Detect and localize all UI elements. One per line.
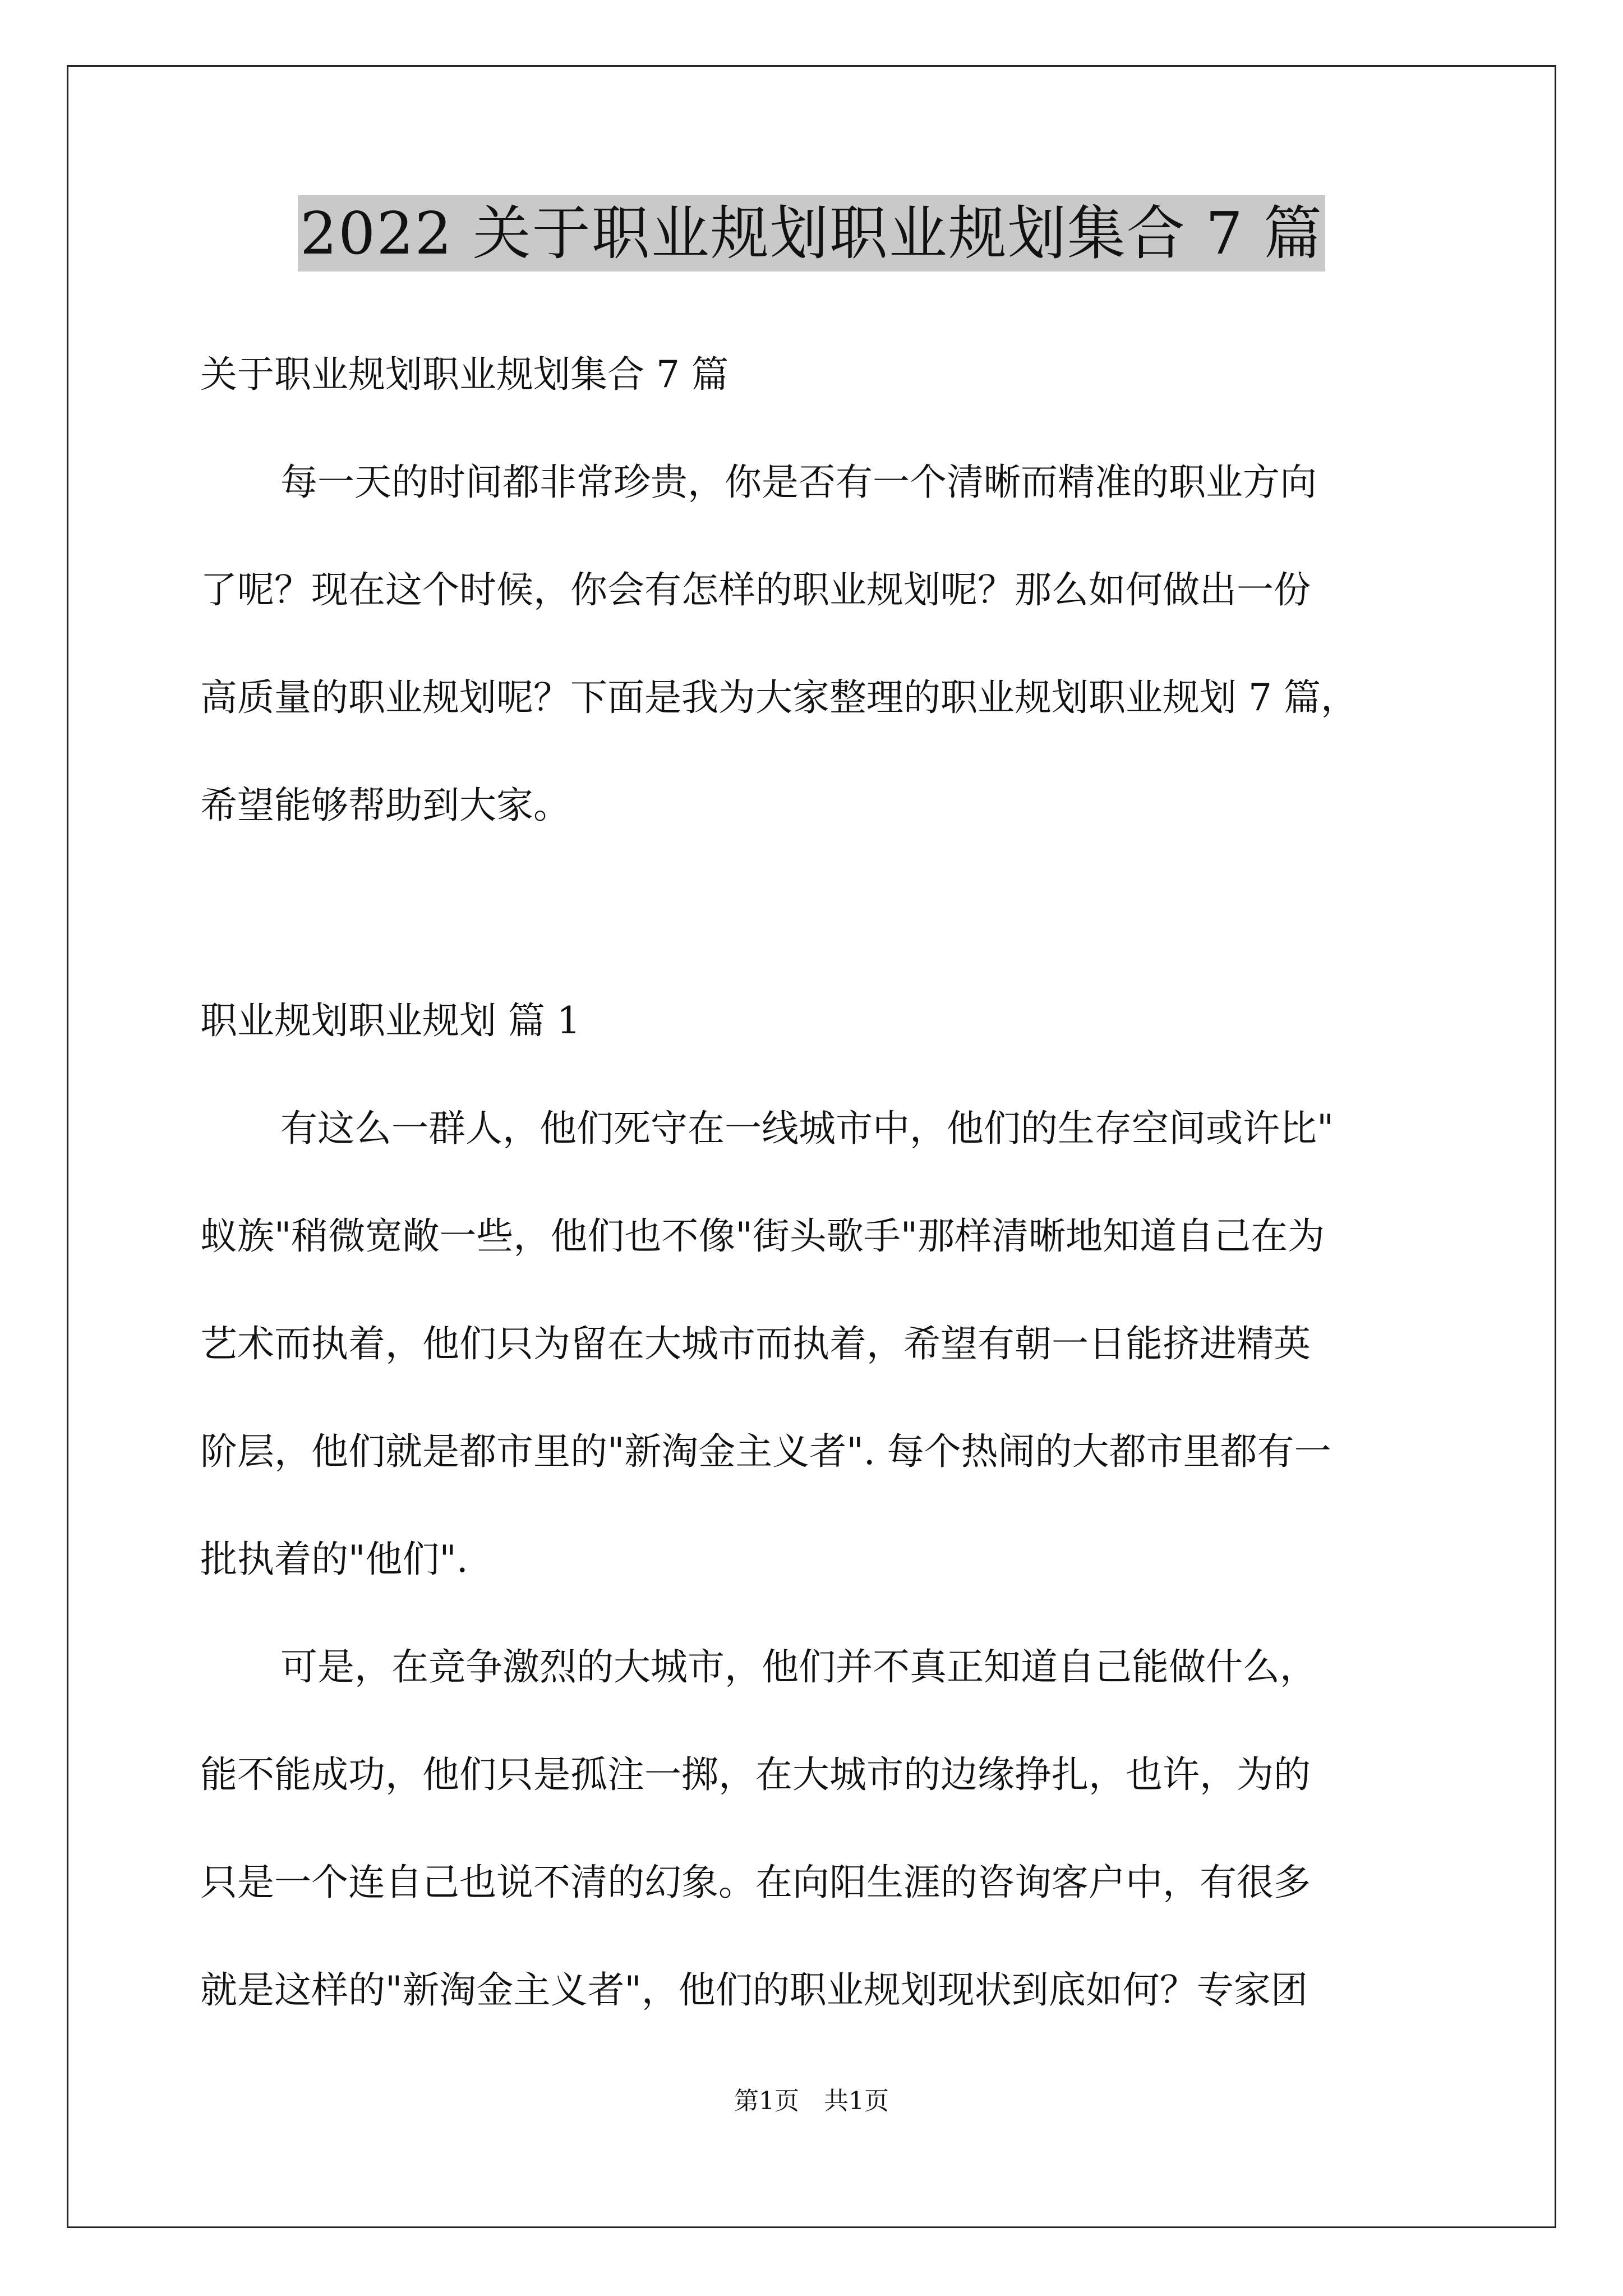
paragraph-line: 阶层，他们就是都市里的"新淘金主义者". 每个热闹的大都市里都有一: [200, 1430, 1331, 1473]
intro-line: 希望能够帮助到大家。: [200, 784, 570, 827]
paragraph-line: 就是这样的"新淘金主义者"，他们的职业规划现状到底如何？专家团: [200, 1968, 1308, 2012]
paragraph-line: 有这么一群人，他们死守在一线城市中，他们的生存空间或许比": [280, 1107, 1334, 1150]
paragraph-line: 批执着的"他们".: [200, 1538, 468, 1581]
intro-line: 每一天的时间都非常珍贵，你是否有一个清晰而精准的职业方向: [280, 461, 1317, 504]
intro-line: 了呢？现在这个时候，你会有怎样的职业规划呢？那么如何做出一份: [200, 568, 1311, 611]
paragraph-line: 蚁族"稍微宽敞一些，他们也不像"街头歌手"那样清晰地知道自己在为: [200, 1214, 1325, 1258]
title-row: [0, 195, 1623, 272]
paragraph-line: 可是，在竞争激烈的大城市，他们并不真正知道自己能做什么，: [280, 1645, 1317, 1688]
paragraph-line: 能不能成功，他们只是孤注一掷，在大城市的边缘挣扎，也许，为的: [200, 1753, 1311, 1796]
paragraph-line: 只是一个连自己也说不清的幻象。在向阳生涯的咨询客户中，有很多: [200, 1861, 1311, 1904]
document-title: 2022 关于职业规划职业规划集合 7 篇: [298, 195, 1325, 272]
document-subtitle: 关于职业规划职业规划集合 7 篇: [200, 353, 728, 396]
page-footer: 第1页 共1页: [734, 2087, 889, 2115]
section-heading: 职业规划职业规划 篇 1: [200, 999, 580, 1042]
intro-line: 高质量的职业规划呢？下面是我为大家整理的职业规划职业规划 7 篇，: [200, 676, 1358, 719]
paragraph-line: 艺术而执着，他们只为留在大城市而执着，希望有朝一日能挤进精英: [200, 1322, 1311, 1365]
